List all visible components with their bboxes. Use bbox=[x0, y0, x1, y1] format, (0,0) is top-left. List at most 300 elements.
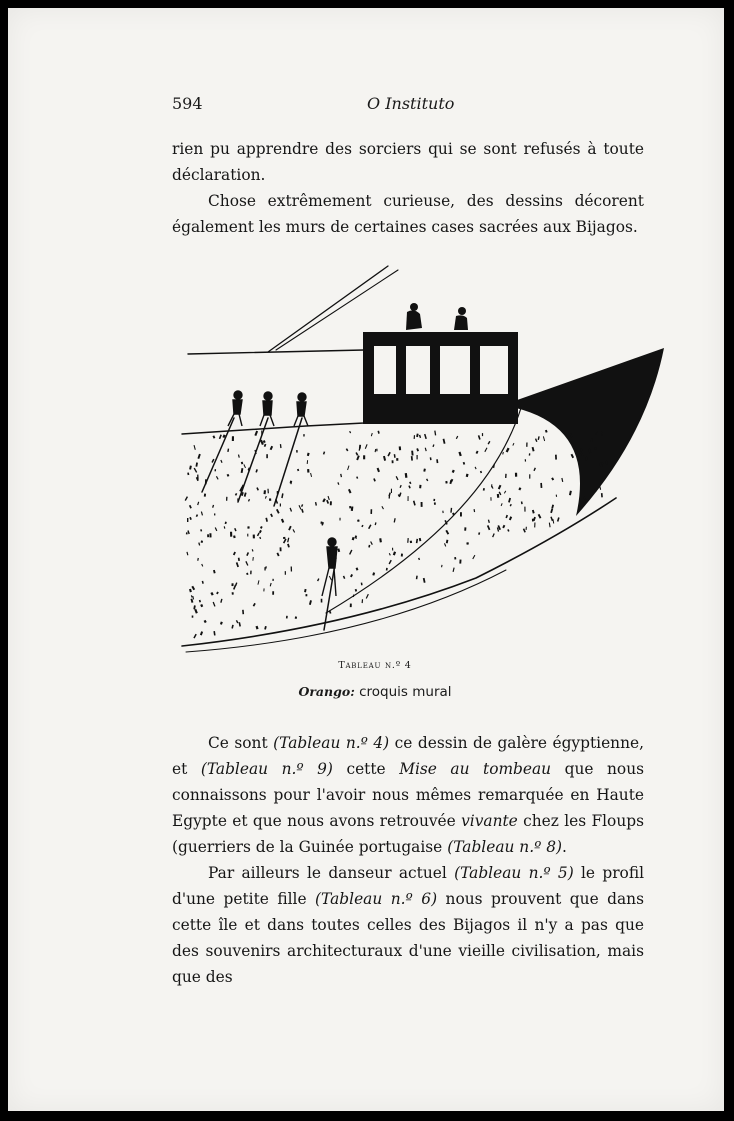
speckle-mark bbox=[216, 592, 219, 595]
speckle-mark bbox=[291, 566, 292, 571]
speckle-mark bbox=[265, 496, 267, 499]
speckle-mark bbox=[349, 550, 352, 555]
speckle-mark bbox=[372, 572, 375, 575]
speckle-mark bbox=[510, 504, 512, 507]
hull-speckle-texture bbox=[185, 430, 608, 639]
speckle-mark bbox=[326, 500, 329, 504]
speckle-mark bbox=[281, 493, 283, 498]
speckle-mark bbox=[205, 479, 207, 484]
speckle-mark bbox=[363, 455, 365, 459]
text-run: que nous connaissons pour l'avoir nous mêmes remarquée en Haute Egypte et que nous avons retrouvée bbox=[172, 760, 645, 830]
speckle-mark bbox=[545, 430, 548, 433]
speckle-mark bbox=[323, 451, 325, 454]
speckle-mark bbox=[322, 498, 326, 502]
speckle-mark bbox=[232, 436, 234, 441]
running-title: O Instituto bbox=[367, 94, 455, 113]
speckle-mark bbox=[524, 507, 525, 512]
speckle-mark bbox=[498, 485, 502, 490]
speckle-mark bbox=[214, 469, 216, 471]
speckle-mark bbox=[540, 483, 542, 488]
speckle-mark bbox=[201, 511, 203, 515]
speckle-mark bbox=[310, 473, 312, 477]
speckle-mark bbox=[254, 431, 258, 436]
speckle-mark bbox=[290, 508, 293, 512]
speckle-mark bbox=[189, 589, 192, 593]
speckle-mark bbox=[416, 539, 418, 543]
speckle-mark bbox=[220, 599, 222, 603]
speckle-mark bbox=[525, 459, 526, 461]
speckle-mark bbox=[307, 460, 308, 464]
speckle-mark bbox=[267, 489, 269, 494]
speckle-mark bbox=[504, 491, 506, 494]
speckle-mark bbox=[533, 468, 536, 472]
speckle-mark bbox=[386, 568, 388, 571]
speckle-mark bbox=[507, 529, 509, 532]
speckle-mark bbox=[246, 552, 249, 556]
speckle-mark bbox=[396, 476, 399, 480]
paragraph-bijagos-drawings: Chose extrêmement curieuse, des dessins décorent également les murs de certaines cases sacrées aux Bijagos. bbox=[172, 192, 644, 236]
speckle-mark bbox=[337, 482, 339, 485]
speckle-mark bbox=[551, 505, 554, 509]
speckle-mark bbox=[368, 524, 371, 529]
speckle-mark bbox=[237, 498, 238, 501]
speckle-mark bbox=[234, 528, 237, 531]
speckle-mark bbox=[414, 435, 416, 439]
speckle-mark bbox=[357, 519, 360, 522]
speckle-mark bbox=[509, 516, 512, 520]
speckle-mark bbox=[328, 496, 330, 500]
italic-emphasis: vivante bbox=[461, 812, 518, 830]
speckle-mark bbox=[356, 567, 359, 570]
speckle-mark bbox=[197, 502, 199, 506]
speckle-mark bbox=[347, 466, 349, 471]
speckle-mark bbox=[191, 586, 195, 590]
speckle-mark bbox=[236, 562, 239, 567]
speckle-mark bbox=[287, 538, 289, 543]
paragraph-continuation: rien pu apprendre des sorciers qui se sont refusés à toute déclaration. bbox=[172, 140, 644, 184]
speckle-mark bbox=[350, 604, 352, 608]
speckle-mark bbox=[264, 567, 265, 570]
speckle-mark bbox=[272, 591, 274, 595]
speckle-mark bbox=[209, 533, 211, 537]
speckle-mark bbox=[280, 444, 282, 448]
speckle-mark bbox=[497, 494, 499, 498]
speckle-mark bbox=[213, 602, 216, 607]
speckle-mark bbox=[280, 504, 281, 507]
speckle-mark bbox=[301, 504, 303, 507]
caption-place: Orango: bbox=[298, 684, 355, 699]
speckle-mark bbox=[224, 526, 226, 528]
speckle-mark bbox=[394, 518, 396, 522]
speckle-mark bbox=[515, 473, 517, 477]
speckle-mark bbox=[410, 541, 412, 544]
text-run: Par ailleurs le danseur actuel bbox=[208, 864, 455, 882]
speckle-mark bbox=[484, 448, 487, 453]
speckle-mark bbox=[317, 578, 319, 581]
speckle-mark bbox=[523, 528, 526, 532]
speckle-mark bbox=[185, 496, 188, 501]
speckle-mark bbox=[492, 533, 495, 537]
speckle-mark bbox=[233, 552, 236, 556]
speckle-mark bbox=[283, 539, 287, 544]
speckle-mark bbox=[263, 588, 264, 591]
speckle-mark bbox=[260, 526, 263, 529]
speckle-mark bbox=[226, 497, 228, 501]
speckle-mark bbox=[189, 505, 192, 509]
speckle-mark bbox=[518, 487, 521, 490]
speckle-mark bbox=[197, 454, 200, 459]
speckle-mark bbox=[348, 489, 351, 494]
speckle-mark bbox=[200, 631, 203, 635]
speckle-mark bbox=[366, 594, 369, 599]
speckle-mark bbox=[487, 525, 490, 530]
speckle-mark bbox=[192, 596, 194, 600]
speckle-mark bbox=[191, 599, 194, 603]
speckle-mark bbox=[459, 560, 461, 564]
speckle-mark bbox=[187, 518, 188, 522]
speckle-mark bbox=[192, 616, 194, 618]
speckle-mark bbox=[466, 474, 469, 478]
speckle-mark bbox=[480, 471, 482, 473]
text-run: le profil d'une petite fille bbox=[172, 864, 645, 908]
speckle-mark bbox=[295, 616, 297, 619]
speckle-mark bbox=[396, 458, 398, 461]
speckle-mark bbox=[416, 448, 419, 451]
text-run: ce dessin de galère égyptienne, et bbox=[172, 734, 645, 778]
speckle-mark bbox=[202, 581, 204, 584]
speckle-mark bbox=[200, 529, 202, 531]
speckle-mark bbox=[241, 462, 243, 465]
text-run: . bbox=[562, 838, 567, 856]
speckle-mark bbox=[488, 520, 490, 523]
speckle-mark bbox=[557, 517, 560, 521]
speckle-mark bbox=[512, 443, 514, 446]
oar bbox=[274, 418, 302, 506]
speckle-mark bbox=[253, 535, 255, 539]
speckle-mark bbox=[505, 474, 507, 478]
speckle-mark bbox=[454, 557, 456, 560]
hull-inner-curve bbox=[326, 408, 521, 613]
speckle-mark bbox=[204, 494, 206, 497]
speckle-mark bbox=[434, 502, 436, 504]
speckle-mark bbox=[187, 530, 190, 534]
speckle-mark bbox=[197, 475, 199, 480]
speckle-mark bbox=[230, 532, 232, 537]
speckle-mark bbox=[464, 527, 466, 530]
speckle-mark bbox=[247, 526, 249, 528]
speckle-mark bbox=[196, 514, 198, 517]
text-run: Ce sont bbox=[208, 734, 274, 752]
deck-line bbox=[188, 350, 364, 354]
speckle-mark bbox=[408, 485, 410, 488]
speckle-mark bbox=[379, 538, 382, 542]
speckle-mark bbox=[286, 616, 288, 619]
speckle-mark bbox=[445, 530, 449, 535]
speckle-mark bbox=[355, 589, 357, 592]
speckle-mark bbox=[392, 548, 393, 551]
speckle-mark bbox=[210, 592, 213, 596]
speckle-mark bbox=[434, 430, 436, 435]
speckle-mark bbox=[505, 515, 508, 518]
speckle-mark bbox=[476, 451, 479, 454]
speckle-mark bbox=[280, 547, 282, 551]
speckle-mark bbox=[488, 441, 491, 445]
speckle-mark bbox=[508, 498, 511, 503]
speckle-mark bbox=[257, 580, 259, 585]
speckle-mark bbox=[239, 622, 241, 627]
speckle-mark bbox=[270, 514, 273, 518]
speckle-mark bbox=[411, 451, 413, 456]
speckle-mark bbox=[337, 548, 340, 552]
speckle-mark bbox=[269, 498, 271, 501]
speckle-mark bbox=[233, 535, 236, 538]
speckle-mark bbox=[252, 549, 254, 551]
speckle-mark bbox=[392, 460, 394, 463]
speckle-mark bbox=[248, 499, 250, 502]
speckle-mark bbox=[329, 576, 332, 581]
speckle-mark bbox=[365, 444, 368, 449]
speckle-mark bbox=[270, 583, 272, 587]
speckle-mark bbox=[252, 557, 253, 561]
speckle-mark bbox=[413, 501, 416, 506]
speckle-mark bbox=[213, 435, 216, 438]
speckle-mark bbox=[538, 436, 540, 440]
speckle-mark bbox=[238, 558, 240, 561]
italic-title: Mise au tombeau bbox=[399, 760, 552, 778]
speckle-mark bbox=[244, 492, 247, 496]
speckle-mark bbox=[418, 558, 420, 560]
paragraph-tableau-references bbox=[172, 730, 644, 860]
speckle-mark bbox=[204, 620, 207, 623]
speckle-mark bbox=[394, 454, 396, 458]
speckle-mark bbox=[521, 501, 523, 504]
speckle-mark bbox=[375, 522, 377, 525]
speckle-mark bbox=[430, 457, 432, 460]
speckle-mark bbox=[393, 551, 396, 555]
speckle-mark bbox=[231, 583, 233, 586]
speckle-mark bbox=[186, 532, 188, 534]
speckle-mark bbox=[265, 518, 268, 522]
speckle-mark bbox=[193, 634, 196, 639]
speckle-mark bbox=[555, 455, 557, 460]
speckle-mark bbox=[399, 446, 401, 450]
speckle-mark bbox=[330, 501, 332, 505]
speckle-mark bbox=[212, 505, 214, 508]
speckle-mark bbox=[552, 519, 554, 524]
speckle-mark bbox=[201, 540, 203, 543]
speckle-mark bbox=[277, 491, 279, 494]
speckle-mark bbox=[277, 552, 280, 556]
paragraph-dancer-profile bbox=[172, 860, 644, 990]
speckle-mark bbox=[446, 540, 449, 544]
speckle-mark bbox=[535, 438, 538, 442]
speckle-mark bbox=[389, 560, 392, 565]
page-number: 594 bbox=[172, 94, 203, 113]
speckle-mark bbox=[243, 464, 246, 468]
speckle-mark bbox=[375, 449, 377, 452]
speckle-mark bbox=[409, 481, 411, 484]
speckle-mark bbox=[296, 450, 298, 453]
speckle-mark bbox=[432, 444, 434, 447]
speckle-mark bbox=[231, 625, 233, 629]
speckle-mark bbox=[371, 433, 373, 436]
speckle-mark bbox=[220, 622, 223, 625]
speckle-mark bbox=[444, 543, 446, 547]
speckle-mark bbox=[238, 454, 240, 457]
speckle-mark bbox=[378, 431, 380, 434]
italic-reference: (Tableau n.º 6) bbox=[315, 890, 438, 908]
text-block-top bbox=[172, 136, 644, 240]
speckle-mark bbox=[219, 434, 222, 439]
cabin bbox=[363, 332, 518, 424]
speckle-mark bbox=[213, 570, 216, 574]
speckle-mark bbox=[359, 445, 361, 449]
italic-reference: (Tableau n.º 4) bbox=[273, 734, 390, 752]
speckle-mark bbox=[320, 521, 322, 523]
italic-reference: (Tableau n.º 8) bbox=[447, 838, 563, 856]
speckle-mark bbox=[452, 470, 455, 473]
speckle-mark bbox=[306, 594, 308, 596]
speckle-mark bbox=[227, 474, 230, 477]
text-run: cette bbox=[332, 760, 400, 778]
speckle-mark bbox=[586, 457, 587, 461]
speckle-mark bbox=[549, 523, 551, 528]
speckle-mark bbox=[419, 538, 422, 541]
speckle-mark bbox=[388, 492, 391, 496]
speckle-mark bbox=[213, 631, 215, 636]
prow bbox=[506, 348, 664, 516]
speckle-mark bbox=[556, 495, 557, 497]
speckle-mark bbox=[201, 564, 203, 567]
speckle-mark bbox=[399, 492, 401, 496]
speckle-mark bbox=[187, 472, 189, 475]
speckle-mark bbox=[423, 469, 426, 472]
speckle-mark bbox=[259, 537, 261, 539]
speckle-mark bbox=[411, 456, 413, 461]
speckle-mark bbox=[264, 490, 266, 494]
speckle-mark bbox=[571, 454, 574, 458]
speckle-mark bbox=[356, 476, 358, 479]
speckle-mark bbox=[399, 485, 401, 488]
speckle-mark bbox=[529, 453, 531, 455]
speckle-mark bbox=[194, 609, 198, 614]
speckle-mark bbox=[290, 481, 293, 484]
speckle-mark bbox=[377, 468, 380, 473]
speckle-mark bbox=[255, 469, 258, 473]
speckle-mark bbox=[376, 449, 377, 452]
speckle-mark bbox=[220, 460, 222, 463]
speckle-mark bbox=[309, 600, 312, 605]
speckle-mark bbox=[216, 476, 219, 480]
speckle-mark bbox=[478, 435, 481, 440]
speckle-mark bbox=[246, 573, 248, 575]
speckle-mark bbox=[405, 473, 408, 478]
speckle-mark bbox=[423, 578, 426, 583]
speckle-mark bbox=[391, 489, 392, 493]
speckle-mark bbox=[362, 599, 364, 603]
speckle-mark bbox=[387, 452, 390, 457]
speckle-mark bbox=[569, 491, 572, 496]
speckle-mark bbox=[458, 452, 461, 457]
speckle-mark bbox=[198, 542, 200, 545]
speckle-mark bbox=[526, 443, 527, 447]
speckle-mark bbox=[288, 526, 291, 531]
speckle-mark bbox=[287, 544, 290, 548]
speckle-mark bbox=[356, 455, 360, 460]
speckle-mark bbox=[381, 506, 384, 509]
speckle-mark bbox=[370, 509, 372, 514]
speckle-mark bbox=[214, 513, 215, 515]
speckle-mark bbox=[283, 537, 285, 539]
speckle-mark bbox=[293, 529, 296, 533]
speckle-mark bbox=[383, 456, 386, 461]
speckle-mark bbox=[551, 477, 554, 480]
speckle-mark bbox=[256, 487, 259, 490]
galley-drawing-figure bbox=[176, 258, 668, 653]
speckle-mark bbox=[259, 530, 262, 533]
speckle-mark bbox=[502, 452, 504, 455]
speckle-mark bbox=[482, 433, 483, 436]
speckle-mark bbox=[263, 440, 266, 443]
speckle-mark bbox=[532, 510, 535, 514]
speckle-mark bbox=[529, 474, 530, 478]
speckle-mark bbox=[272, 579, 273, 581]
speckle-mark bbox=[349, 506, 351, 509]
speckle-mark bbox=[303, 434, 304, 436]
speckle-mark bbox=[260, 440, 264, 445]
italic-reference: (Tableau n.º 9) bbox=[200, 760, 333, 778]
speckle-mark bbox=[264, 444, 267, 447]
speckle-mark bbox=[401, 554, 403, 557]
speckle-mark bbox=[195, 462, 197, 466]
speckle-mark bbox=[474, 509, 476, 512]
speckle-mark bbox=[436, 459, 438, 463]
speckle-mark bbox=[426, 478, 428, 481]
speckle-mark bbox=[389, 553, 391, 556]
speckle-mark bbox=[285, 571, 286, 575]
speckle-mark bbox=[483, 488, 485, 491]
speckle-mark bbox=[343, 576, 346, 579]
speckle-mark bbox=[538, 514, 542, 519]
italic-reference: (Tableau n.º 5) bbox=[454, 864, 574, 882]
speckle-mark bbox=[490, 497, 491, 501]
speckle-mark bbox=[606, 461, 608, 465]
speckle-mark bbox=[189, 466, 192, 470]
speckle-mark bbox=[506, 448, 510, 453]
speckle-mark bbox=[197, 558, 199, 561]
speckle-mark bbox=[307, 469, 309, 473]
speckle-mark bbox=[350, 574, 353, 577]
speckle-mark bbox=[281, 519, 284, 523]
oar bbox=[202, 418, 234, 492]
speckle-mark bbox=[349, 431, 351, 433]
speckle-mark bbox=[532, 447, 535, 452]
speckle-mark bbox=[425, 448, 427, 452]
speckle-mark bbox=[594, 447, 596, 449]
text-run: chez les Floups (guerriers de la Guinée portugaise bbox=[172, 812, 644, 856]
speckle-mark bbox=[502, 525, 505, 529]
speckle-mark bbox=[235, 582, 237, 585]
speckle-mark bbox=[321, 599, 323, 603]
speckle-mark bbox=[450, 508, 452, 513]
speckle-mark bbox=[307, 453, 310, 457]
cabin-figures bbox=[406, 303, 468, 330]
speckle-mark bbox=[419, 435, 421, 438]
speckle-mark bbox=[270, 446, 273, 450]
speckle-mark bbox=[194, 468, 198, 473]
speckle-mark bbox=[215, 527, 218, 531]
speckle-mark bbox=[408, 496, 409, 501]
